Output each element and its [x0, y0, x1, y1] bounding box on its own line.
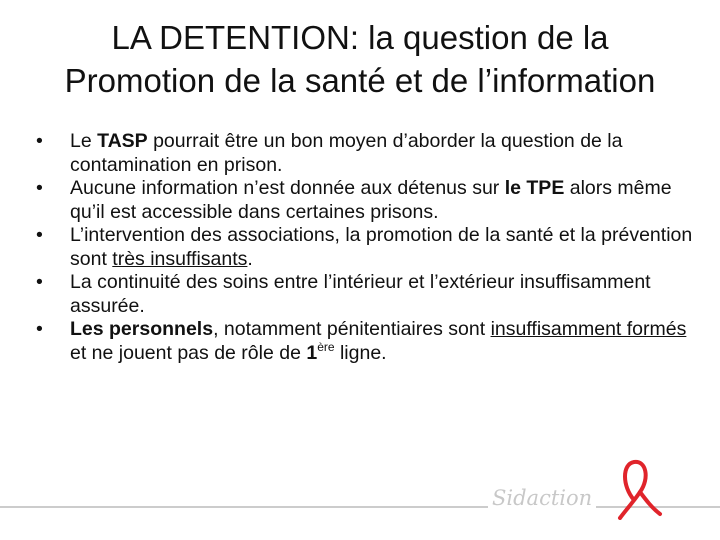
bullet-text: L’intervention des associations, la promotion de la santé et la prévention sont	[70, 224, 693, 270]
bullet-bold-text: Les personnels	[70, 318, 214, 340]
bullet-text: et ne jouent pas de rôle de	[70, 341, 307, 364]
sidaction-logo: Sidaction	[488, 486, 596, 510]
bullet-text: .	[247, 247, 253, 270]
bullet-bold-text: TASP	[97, 130, 148, 152]
bullet-text: alors même qu’il est accessible dans certaines prisons.	[70, 177, 672, 223]
bullet-text: Le	[70, 130, 98, 152]
bullet-list	[36, 130, 696, 365]
bullet-text: pourrait être un bon moyen d’aborder la question de la contamination en prison.	[70, 130, 623, 176]
bullet-item-tasp	[36, 130, 696, 177]
bullet-item-associations	[36, 224, 696, 271]
superscript-text: ère	[317, 339, 335, 354]
bullet-text: ligne.	[334, 341, 387, 364]
title-line-1: LA DETENTION: la question de la	[111, 19, 609, 56]
title-line-2: Promotion de la santé et de l’information	[64, 62, 656, 99]
bullet-text: , notamment pénitentiaires sont	[213, 318, 491, 340]
slide-title	[0, 16, 720, 102]
bullet-bold-text: le TPE	[504, 177, 565, 199]
red-ribbon-icon	[612, 456, 672, 520]
bullet-item-tpe	[36, 177, 696, 224]
bullet-text: La continuité des soins entre l’intérieur et l’extérieur insuffisamment assurée.	[70, 271, 651, 317]
bullet-text: Aucune information n’est donnée aux détenus sur	[70, 177, 505, 199]
bullet-item-personnels	[36, 318, 696, 365]
bullet-bold-text: 1	[306, 341, 318, 364]
bullet-underlined-text: insuffisamment formés	[490, 318, 687, 340]
bullet-item-continuite	[36, 271, 696, 318]
bullet-underlined-text: très insuffisants	[112, 247, 248, 270]
